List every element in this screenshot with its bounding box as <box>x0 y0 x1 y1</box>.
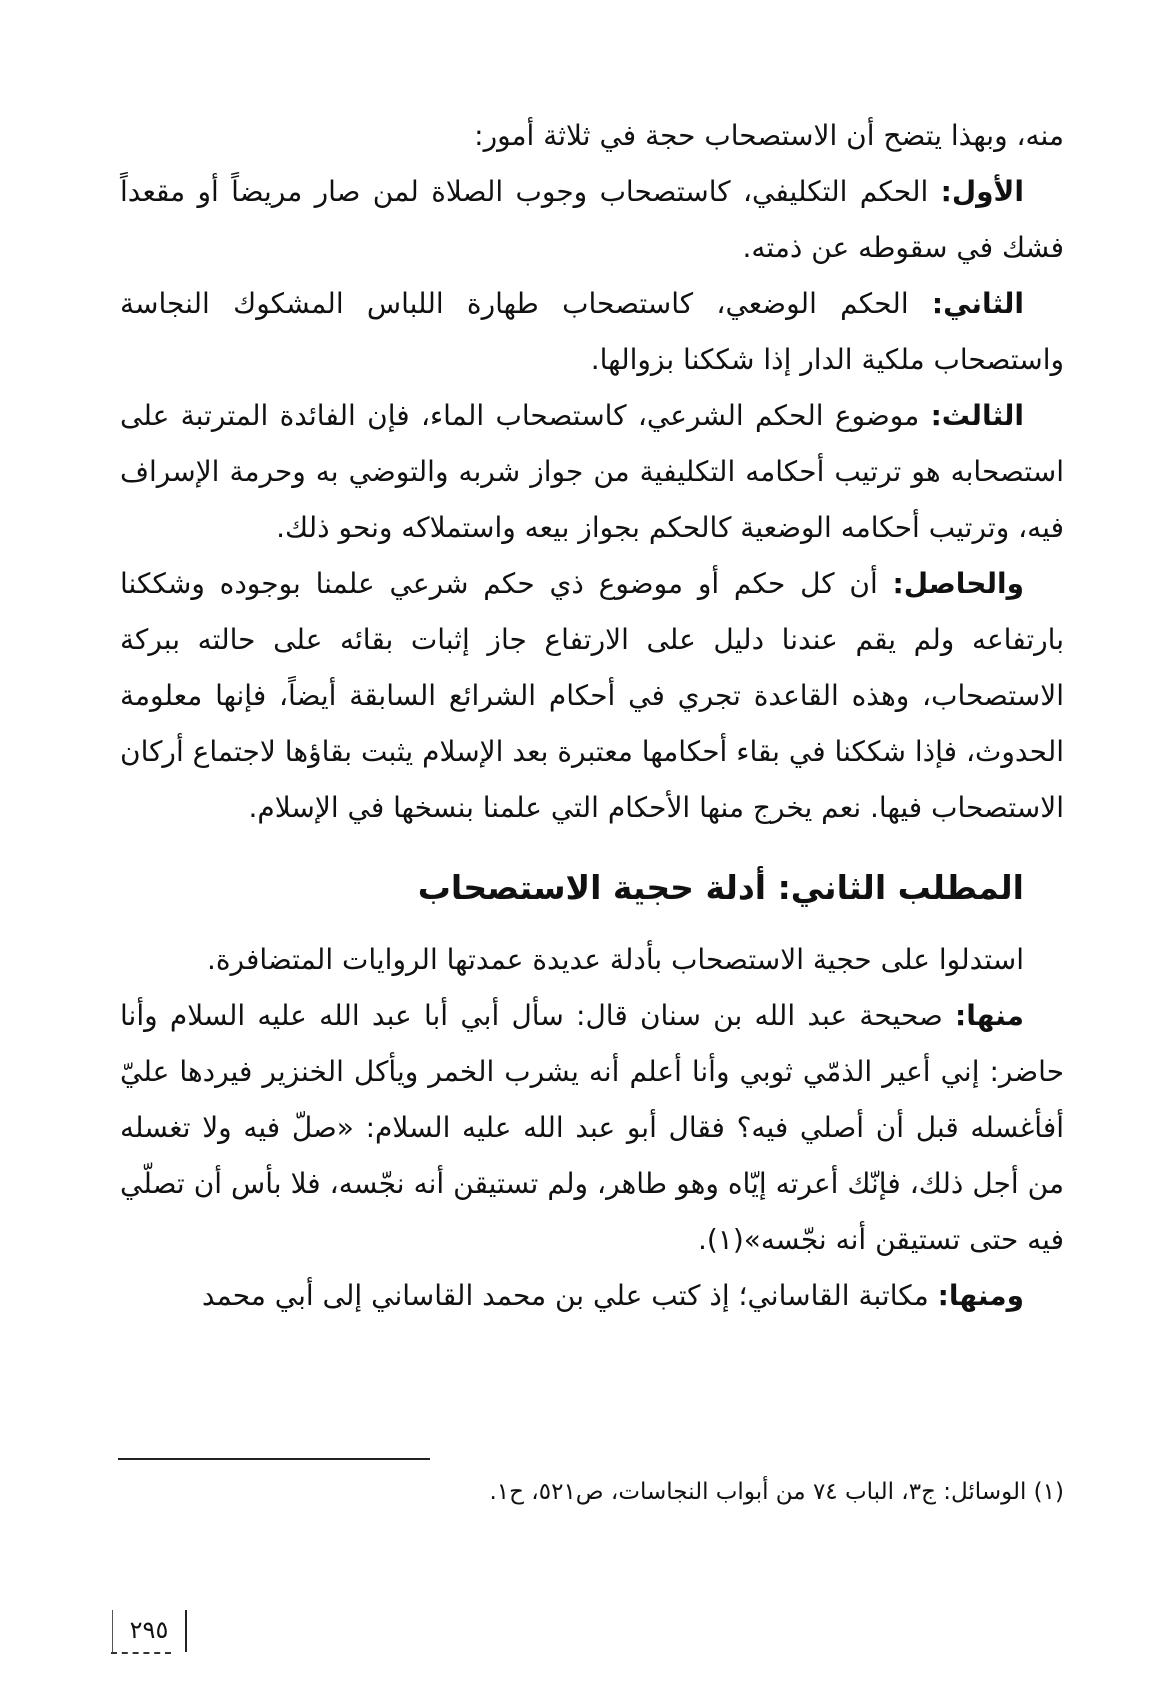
paragraph-text: الحكم التكليفي، كاستصحاب وجوب الصلاة لمن صار مريضاً أو مقعداً فشك في سقوطه عن ذمته. <box>120 175 1064 264</box>
page-number <box>112 1610 187 1652</box>
paragraph-summary <box>120 556 1064 836</box>
paragraph-text: موضوع الحكم الشرعي، كاستصحاب الماء، فإن الفائدة المترتبة على استصحابه هو ترتيب أحكامه التكليفية من جواز شربه والتوضي به وحرمة الإسراف فيه، وترتيب أحكامه الوضعية كالحكم بجواز بيعه واستملاكه ونحو ذلك. <box>120 399 1064 544</box>
heading-lead: المطلب الثاني: <box>777 868 1024 907</box>
page-number-corner <box>111 1634 171 1654</box>
paragraph-text: صحيحة عبد الله بن سنان قال: سأل أبي أبا عبد الله عليه السلام وأنا حاضر: إني أعير الذمّي ثوبي وأنا أعلم أنه يشرب الخمر ويأكل الخنزير فيردها عليّ أفأغسله قبل أن أصلي فيه؟ فقال أبو عبد الله عليه السلام: «صلّ فيه ولا تغسله من أجل ذلك، فإنّك أعرته إيّاه وهو طاهر، ولم تستيقن أنه نجّسه، فلا بأس أن تصلّي فيه حتى تستيقن أنه نجّسه»(١). <box>120 999 1064 1256</box>
paragraph-evidence-two <box>120 1268 1064 1324</box>
paragraph-lead: ومنها: <box>937 1279 1024 1312</box>
paragraph-text: الحكم الوضعي، كاستصحاب طهارة اللباس المشكوك النجاسة واستصحاب ملكية الدار إذا شككنا بزوالها. <box>120 287 1064 376</box>
footnote-divider <box>118 1458 430 1460</box>
page-number-text: ٢٩٥ <box>129 1616 169 1644</box>
paragraph-lead: الثاني: <box>931 287 1024 320</box>
paragraph-intro <box>120 108 1064 164</box>
paragraph-second <box>120 276 1064 388</box>
page-body <box>120 108 1064 1324</box>
paragraph-text: أن كل حكم أو موضوع ذي حكم شرعي علمنا بوجوده وشككنا بارتفاعه ولم يقم عندنا دليل على الارتفاع جاز إثبات بقائه على حالته ببركة الاستصحاب، وهذه القاعدة تجري في أحكام الشرائع السابقة أيضاً، فإنها معلومة الحدوث، فإذا شككنا في بقاء أحكامها معتبرة بعد الإسلام يثبت بقاؤها لاجتماع أركان الاستصحاب فيها. نعم يخرج منها الأحكام التي علمنا بنسخها في الإسلام. <box>120 567 1064 824</box>
paragraph-evidence-one <box>120 988 1064 1268</box>
paragraph-lead: منها: <box>955 999 1024 1032</box>
paragraph-evidence-intro <box>120 932 1064 988</box>
paragraph-text: مكاتبة القاساني؛ إذ كتب علي بن محمد القاساني إلى أبي محمد <box>201 1279 938 1312</box>
paragraph-lead: الثالث: <box>930 399 1024 432</box>
section-heading <box>120 858 1064 918</box>
footnote: (١) الوسائل: ج٣، الباب ٧٤ من أبواب النجاسات، ص٥٢١، ح١. <box>489 1479 1064 1505</box>
paragraph-first <box>120 164 1064 276</box>
paragraph-text: منه، وبهذا يتضح أن الاستصحاب حجة في ثلاثة أمور: <box>474 119 1064 152</box>
heading-text: أدلة حجية الاستصحاب <box>417 868 778 907</box>
paragraph-text: استدلوا على حجية الاستصحاب بأدلة عديدة عمدتها الروايات المتضافرة. <box>206 943 1024 976</box>
paragraph-lead: الأول: <box>940 175 1024 208</box>
paragraph-lead: والحاصل: <box>892 567 1024 600</box>
paragraph-third <box>120 388 1064 556</box>
